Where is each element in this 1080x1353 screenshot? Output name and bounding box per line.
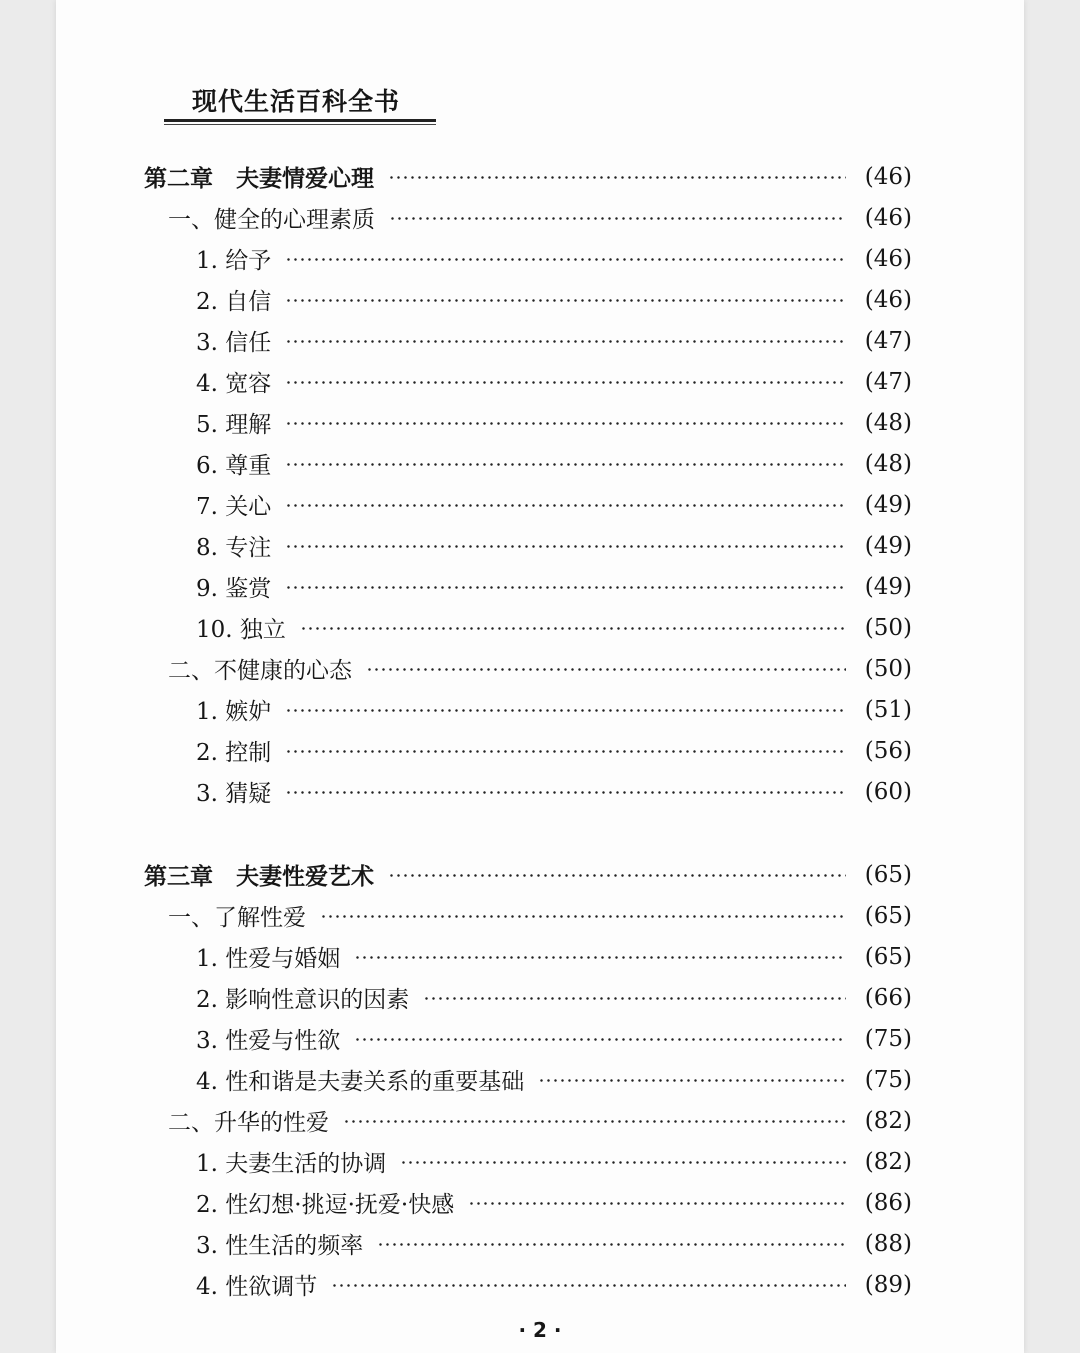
toc-entry-label: 1. 嫉妒: [196, 699, 272, 725]
toc-entry-label: 3. 性生活的频率: [196, 1233, 364, 1259]
toc-entry-page: (82): [864, 1107, 912, 1134]
dot-leader: [377, 1243, 846, 1246]
table-of-contents: [56, 0, 1024, 1353]
toc-entry-item: [196, 730, 912, 771]
toc-entry-item: [196, 1059, 912, 1100]
toc-entry-item: [196, 238, 912, 279]
toc-entry-label: 9. 鉴赏: [196, 576, 272, 602]
dot-leader: [388, 176, 846, 179]
toc-entry-section: [168, 895, 912, 936]
dot-leader: [285, 422, 846, 425]
dot-leader: [354, 956, 846, 959]
dot-leader: [285, 709, 846, 712]
dot-leader: [366, 668, 846, 671]
dot-leader: [468, 1202, 846, 1205]
toc-entry-item: [196, 279, 912, 320]
dot-leader: [285, 463, 846, 466]
toc-entry-page: (50): [864, 614, 912, 641]
toc-entry-label: 4. 性和谐是夫妻关系的重要基础: [196, 1069, 525, 1095]
toc-entry-item: [196, 402, 912, 443]
toc-entry-page: (65): [864, 943, 912, 970]
toc-entry-item: [196, 361, 912, 402]
dot-leader: [285, 299, 846, 302]
toc-entry-page: (56): [864, 737, 912, 764]
dot-leader: [343, 1120, 846, 1123]
toc-entry-page: (51): [864, 696, 912, 723]
toc-entry-section: [168, 197, 912, 238]
toc-entry-label: 1. 给予: [196, 248, 272, 274]
toc-entry-label: 2. 控制: [196, 740, 272, 766]
dot-leader: [285, 340, 846, 343]
toc-entry-item: [196, 1018, 912, 1059]
toc-entry-label: 2. 自信: [196, 289, 272, 315]
dot-leader: [300, 627, 846, 630]
book-page: [56, 0, 1024, 1353]
toc-entry-item: [196, 689, 912, 730]
toc-entry-page: (66): [864, 984, 912, 1011]
toc-entry-label: 3. 信任: [196, 330, 272, 356]
toc-entry-page: (49): [864, 532, 912, 559]
toc-entry-label: 1. 性爱与婚姻: [196, 946, 341, 972]
dot-leader: [285, 750, 846, 753]
toc-entry-chapter: [144, 854, 912, 895]
toc-entry-page: (47): [864, 327, 912, 354]
toc-entry-section: [168, 1100, 912, 1141]
toc-entry-label: 2. 性幻想·挑逗·抚爱·快感: [196, 1192, 455, 1218]
toc-entry-label: 3. 猜疑: [196, 781, 272, 807]
toc-entry-item: [196, 607, 912, 648]
toc-entry-page: (46): [864, 286, 912, 313]
toc-entry-label: 4. 宽容: [196, 371, 272, 397]
toc-entry-label: 一、了解性爱: [168, 905, 306, 931]
toc-entry-chapter: [144, 156, 912, 197]
toc-entry-label: 4. 性欲调节: [196, 1274, 318, 1300]
toc-entry-page: (50): [864, 655, 912, 682]
toc-entry-label: 2. 影响性意识的因素: [196, 987, 410, 1013]
toc-entry-page: (49): [864, 491, 912, 518]
toc-entry-item: [196, 771, 912, 812]
dot-leader: [331, 1284, 846, 1287]
dot-leader: [285, 545, 846, 548]
toc-entry-page: (75): [864, 1066, 912, 1093]
dot-leader: [285, 258, 846, 261]
toc-entry-label: 6. 尊重: [196, 453, 272, 479]
dot-leader: [285, 504, 846, 507]
toc-entry-label: 5. 理解: [196, 412, 272, 438]
toc-entry-item: [196, 566, 912, 607]
dot-leader: [400, 1161, 846, 1164]
toc-entry-page: (49): [864, 573, 912, 600]
dot-leader: [538, 1079, 846, 1082]
toc-entry-page: (47): [864, 368, 912, 395]
toc-entry-item: [196, 1141, 912, 1182]
toc-entry-page: (88): [864, 1230, 912, 1257]
toc-entry-page: (86): [864, 1189, 912, 1216]
toc-entry-page: (75): [864, 1025, 912, 1052]
toc-entry-page: (65): [864, 902, 912, 929]
dot-leader: [285, 381, 846, 384]
toc-entry-item: [196, 1264, 912, 1305]
toc-entry-label: 8. 专注: [196, 535, 272, 561]
toc-entry-page: (48): [864, 409, 912, 436]
toc-entry-item: [196, 443, 912, 484]
toc-entry-page: (65): [864, 861, 912, 888]
toc-entry-label: 10. 独立: [196, 617, 286, 643]
dot-leader: [389, 217, 846, 220]
toc-entry-label: 第三章 夫妻性爱艺术: [144, 864, 374, 890]
toc-entry-page: (46): [864, 204, 912, 231]
dot-leader: [423, 997, 846, 1000]
book-title: 现代生活百科全书: [192, 87, 401, 116]
dot-leader: [388, 874, 846, 877]
toc-entry-item: [196, 525, 912, 566]
toc-entry-item: [196, 1223, 912, 1264]
toc-entry-section: [168, 648, 912, 689]
toc-entry-page: (46): [864, 163, 912, 190]
toc-entry-label: 第二章 夫妻情爱心理: [144, 166, 374, 192]
toc-entry-label: 二、不健康的心态: [168, 658, 352, 684]
toc-entry-item: [196, 320, 912, 361]
toc-entry-item: [196, 936, 912, 977]
dot-leader: [285, 586, 846, 589]
page-number: · 2 ·: [518, 1318, 562, 1342]
toc-entry-item: [196, 977, 912, 1018]
toc-entry-label: 7. 关心: [196, 494, 272, 520]
toc-entry-page: (48): [864, 450, 912, 477]
dot-leader: [354, 1038, 846, 1041]
toc-entry-label: 1. 夫妻生活的协调: [196, 1151, 387, 1177]
toc-entry-label: 二、升华的性爱: [168, 1110, 329, 1136]
toc-entry-page: (82): [864, 1148, 912, 1175]
dot-leader: [285, 791, 846, 794]
toc-entry-item: [196, 1182, 912, 1223]
toc-entry-label: 一、健全的心理素质: [168, 207, 375, 233]
toc-entry-page: (89): [864, 1271, 912, 1298]
toc-entry-label: 3. 性爱与性欲: [196, 1028, 341, 1054]
toc-entry-item: [196, 484, 912, 525]
toc-entry-page: (46): [864, 245, 912, 272]
dot-leader: [320, 915, 846, 918]
toc-entry-page: (60): [864, 778, 912, 805]
